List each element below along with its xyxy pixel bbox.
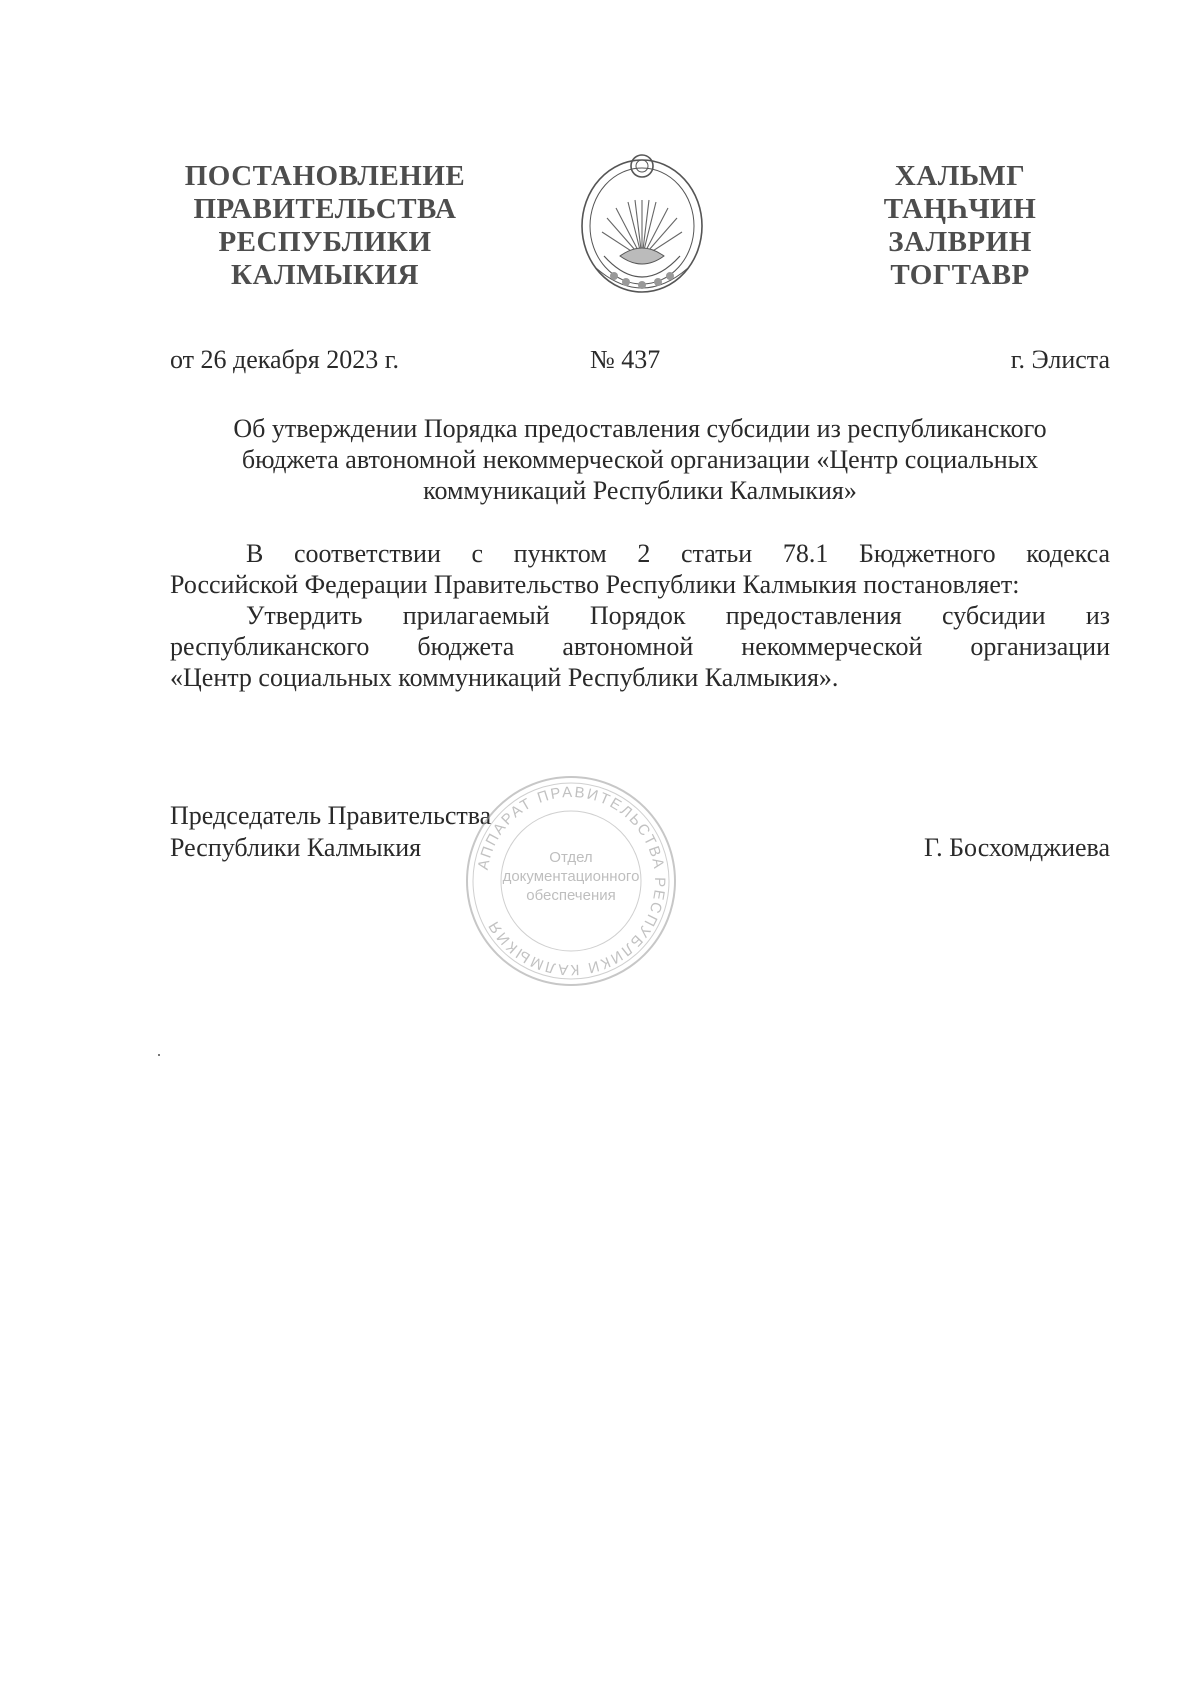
stamp-inner-line: обеспечения [526, 887, 616, 904]
body-paragraph-2-line: республиканского бюджета автономной некоммерческой организации [170, 632, 1110, 661]
stamp-inner-line: документационного [502, 868, 640, 885]
header-russian-line: КАЛМЫКИЯ [231, 259, 419, 291]
document-body [170, 538, 1110, 693]
body-paragraph-1-line: В соответствии с пунктом 2 статьи 78.1 Бюджетного кодекса [246, 539, 1110, 568]
header-russian-line: ПОСТАНОВЛЕНИЕ [184, 160, 466, 192]
document-title-line: Об утверждении Порядка предоставления субсидии из республиканского [233, 414, 1047, 443]
header-kalmyk-line: ТОГТАВР [890, 259, 1030, 291]
stamp-ring-text: АППАРАТ ПРАВИТЕЛЬСТВА РЕСПУБЛИКИ КАЛМЫКИЯ [474, 783, 669, 979]
header-kalmyk-line: ТАҢҺЧИН [883, 193, 1037, 225]
document-number: № 437 [590, 345, 661, 374]
header-russian-line: ПРАВИТЕЛЬСТВА [193, 193, 457, 225]
official-stamp [460, 770, 682, 992]
header-russian-line: РЕСПУБЛИКИ [218, 226, 432, 258]
stamp-inner-line: Отдел [549, 849, 593, 866]
document-title-line: коммуникаций Республики Калмыкия» [423, 476, 857, 505]
document-city: г. Элиста [1010, 345, 1110, 374]
scan-speck [158, 1054, 160, 1056]
header-kalmyk-line: ХАЛЬМГ [894, 160, 1026, 192]
header-kalmyk-line: ЗАЛВРИН [888, 226, 1032, 258]
signatory-title-line: Республики Калмыкия [170, 833, 422, 862]
header-kalmyk [860, 160, 1060, 292]
document-title [170, 413, 1110, 506]
body-paragraph-2-line: Утвердить прилагаемый Порядок предоставления субсидии из [246, 601, 1110, 630]
body-paragraph-2-line: «Центр социальных коммуникаций Республики Калмыкия». [170, 663, 839, 692]
kalmykia-coat-of-arms-icon [574, 148, 710, 304]
stamp-inner-text [460, 848, 682, 905]
body-paragraph-1-line: Российской Федерации Правительство Республики Калмыкия постановляет: [170, 570, 1020, 599]
document-meta-row [170, 345, 1110, 379]
signatory-name: Г. Босхомджиева [924, 833, 1110, 862]
document-title-line: бюджета автономной некоммерческой организации «Центр социальных [241, 445, 1039, 474]
document-date: от 26 декабря 2023 г. [170, 345, 399, 374]
header-russian [180, 160, 470, 292]
signatory-title-line: Председатель Правительства [170, 801, 492, 830]
